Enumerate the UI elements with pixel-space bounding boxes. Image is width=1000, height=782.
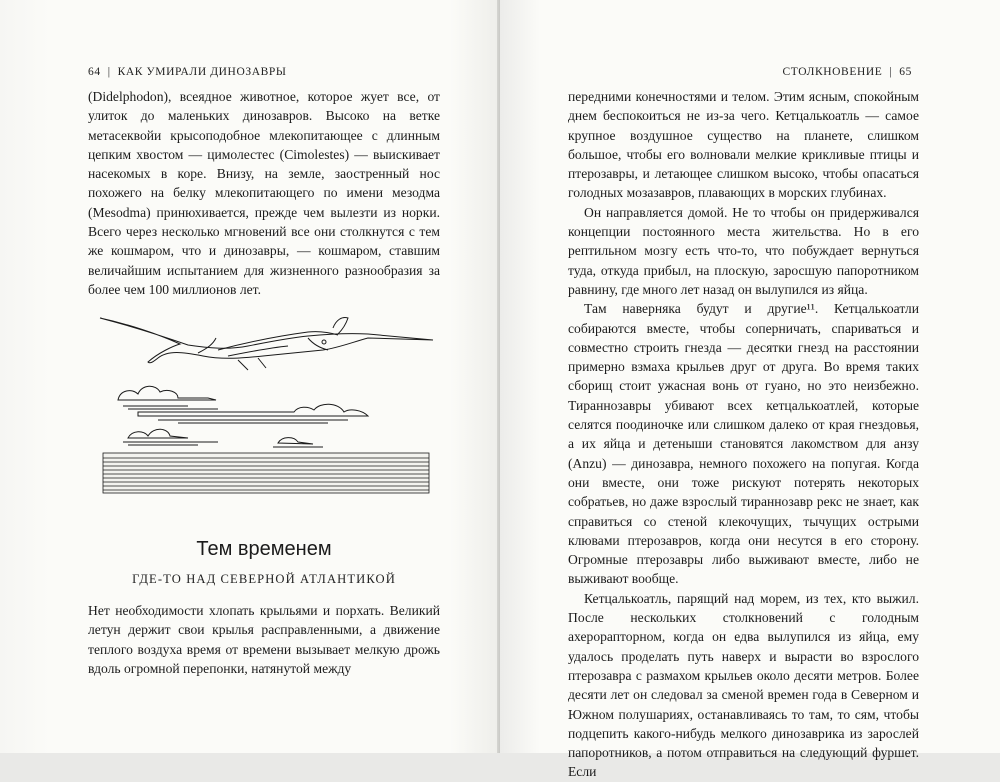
left-running-head-title: КАК УМИРАЛИ ДИНОЗАВРЫ [117,66,287,78]
left-top-text [88,87,440,299]
pterosaur-icon [100,317,433,370]
right-paragraph-1: передними конечностями и телом. Этим ясным, спокойным днем беспокоиться не из-за чего. Кетцалькоатль — самое крупное воздушное существо на планете, слишком большое, чтобы его волновали мелкие крикливые птицы и птерозавры, и летающее слишком высоко, чтобы опасаться голодных мозазавров, плавающих в морских глубинах. [568,89,919,201]
left-bottom-text [88,601,440,678]
right-text [568,87,919,782]
right-running-head-separator: | [889,66,893,78]
right-paragraph-2: Он направляется домой. Не то чтобы он придерживался концепции постоянного места жительства. Но в его рептильном мозгу есть что-то, что побуждает вернуться туда, откуда прибыл, на плоскую, заросшую папоротником равнину, где много лет назад он вылупился из яйца. [568,204,919,297]
left-page-number: 64 [88,66,101,78]
right-running-head-title: СТОЛКНОВЕНИЕ [782,66,883,78]
left-running-head-separator: | [107,66,111,78]
left-running-head [88,66,287,78]
sea-icon [103,453,429,493]
right-page [500,0,1000,780]
right-paragraph-3: Там наверняка будут и другие¹¹. Кетцалькоатли собираются вместе, чтобы соперничать, спариваться и совместно строить гнезда — десятки гнезд на расстоянии примерно взмаха крыльев друг от друга. Во время таких сборищ стоит ужасная вонь от гуано, но это неизбежно. Тираннозавры убивают всех кетцалькоатлей, которые селятся поодиночке или слишком далеко от края гнездовья, а их яйца и детеныши становятся лакомством для анзу (Anzu) — динозавра, немного похожего на попугая. Когда они вместе, они тоже рискуют потерять некоторых собратьев, но даже взрослый тираннозавр рекс не знает, как справиться со стеной клекочущих, тычущих острыми клювами птерозавров, когда они несутся в его сторону. Огромные птерозавры либо выживают вместе, либо не выживают вообще. [568,301,919,587]
right-page-number: 65 [899,66,912,78]
cloud-icon [118,386,368,447]
section-subtitle: ГДЕ-ТО НАД СЕВЕРНОЙ АТЛАНТИКОЙ [132,572,396,586]
left-top-paragraph: (Didelphodon), всеядное животное, которое жует все, от улиток до маленьких динозавров. Высоко на ветке метасеквойи крысоподобное млекопитающее с длинным цепким хвостом — цимолестес (Cimolestes) — выискивает насекомых в коре. Внизу, на земле, заостренный нос похожего на белку млекопитающего по имени мезодма (Mesodma) принюхивается, прежде чем вылезти из норки. Всего через несколько мгновений все они столкнутся с тем же кошмаром, что и динозавры, — кошмаром, ставшим величайшим испытанием для жизненного разнообразия за более чем 100 миллионов лет. [88,89,440,297]
right-paragraph-4: Кетцалькоатль, парящий над морем, из тех, кто выжил. После нескольких столкновений с голодным ахерорапторном, когда он едва вылупился из яйца, ему удалось проделать путь наверх и вырасти во взрослого птерозавра с размахом крыльев около десяти метров. Более десяти лет он следовал за сменой времен года в Северном и Южном полушариях, останавливаясь то там, то сям, чтобы подцепить какого-нибудь мелкого динозаврика из зарослей папоротников, а потом отправиться на следующий фуршет. Если [568,590,919,780]
section-title: Тем временем [196,538,332,560]
left-page [0,0,500,753]
left-bottom-paragraph: Нет необходимости хлопать крыльями и порхать. Великий летун держит свои крылья расправленными, а движение теплого воздуха время от времени вызывает мелкую дрожь вдоль огромной перепонки, натянутой между [88,603,440,676]
right-running-head [783,66,913,78]
pterosaur-illustration [98,298,434,498]
